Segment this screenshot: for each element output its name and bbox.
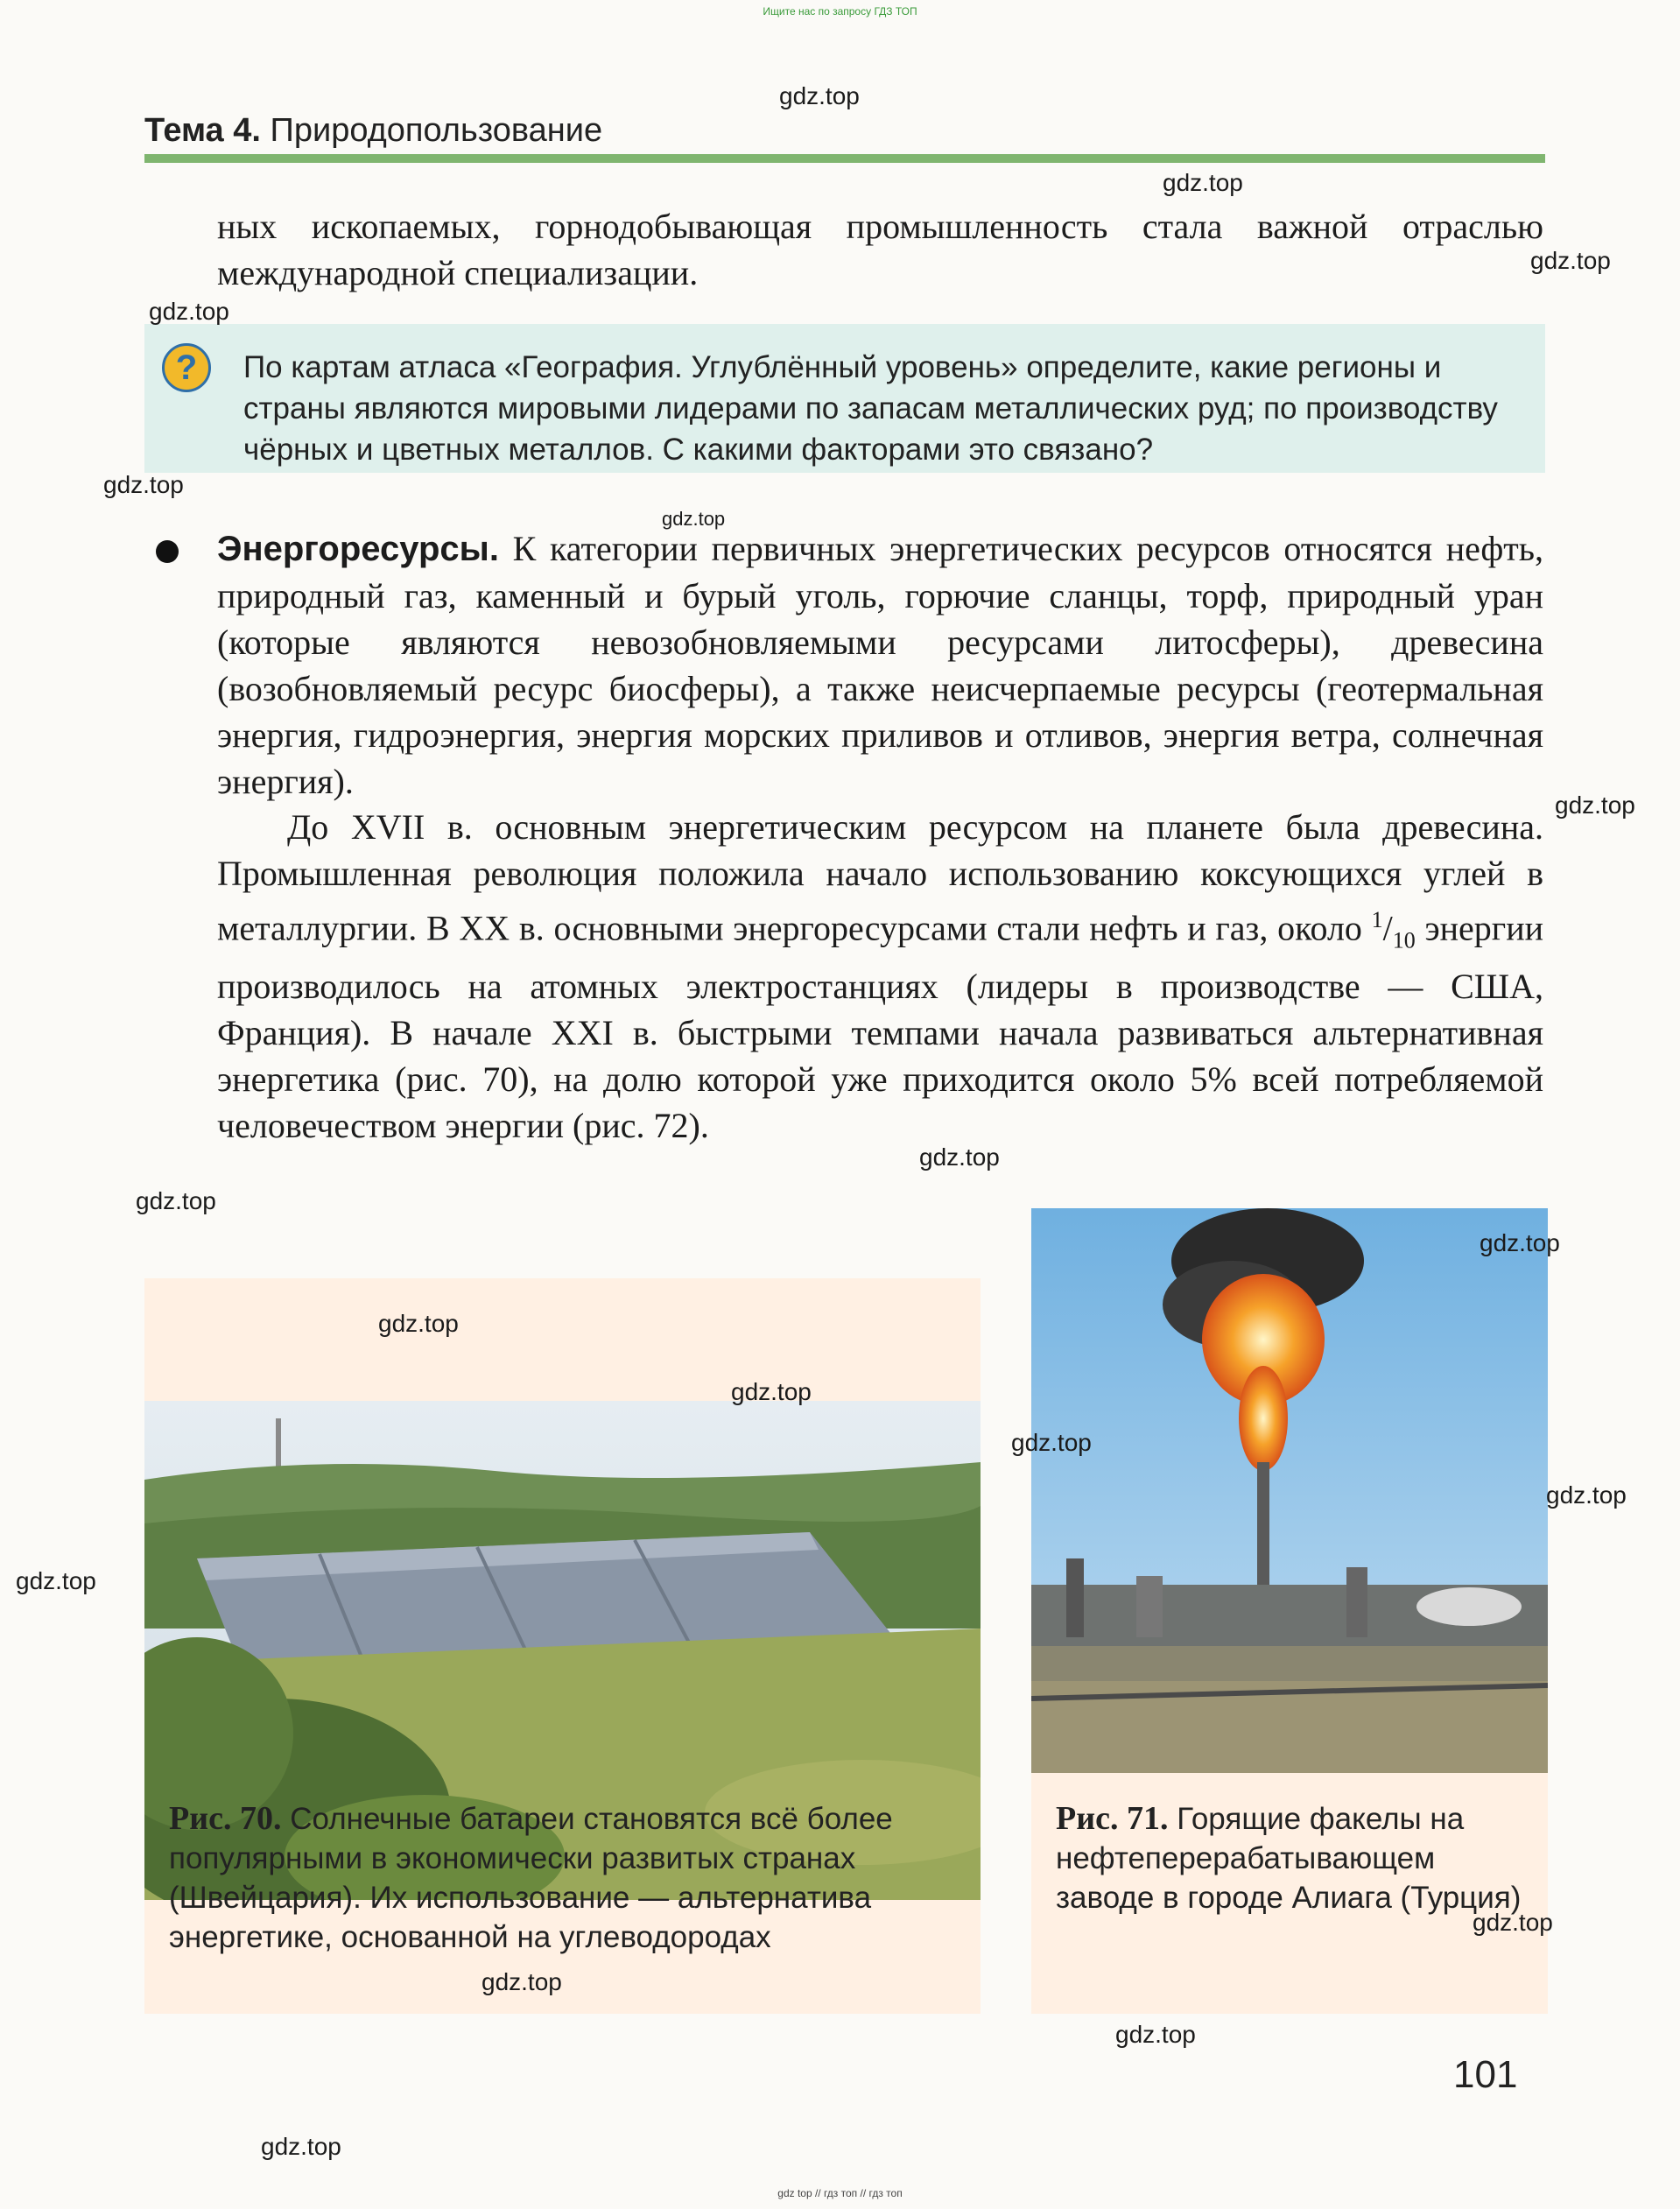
question-box [144, 324, 1545, 473]
watermark: gdz.top [149, 298, 229, 325]
figure-70-text: Солнечные батареи становятся всё более популярными в экономически развитых странах (Швейцария). Их использование — альтернатива энергетике, основанной на углеводородах [169, 1802, 893, 1954]
fraction-denominator: 10 [1392, 927, 1416, 953]
page-header [144, 112, 1545, 161]
watermark: gdz.top [1530, 247, 1611, 274]
paragraph-top: ных ископаемых, горнодобывающая промышленность стала важной отраслью международной специализации. [217, 207, 1543, 292]
page-number: 101 [1453, 2053, 1518, 2096]
top-note: Ищите нас по запросу ГДЗ ТОП [763, 5, 917, 18]
theme-label: Тема 4. [144, 112, 261, 149]
question-text: По картам атласа «География. Углублённый уровень» определите, какие регионы и страны являются мировыми лидерами по запасам металлических руд; по производству чёрных и цветных металлов. С какими факторами это связано? [243, 350, 1498, 467]
figure-71-text: Горящие факелы на нефтеперерабатывающем заводе в городе Алиага (Турция) [1056, 1802, 1522, 1915]
question-icon: ? [162, 343, 211, 392]
history-text-2: энергии производилось на атомных электростанциях (лидеры в производстве — США, Франция). В начале XXI в. быстрыми темпами начала развиваться альтернативная энергетика (рис. 70), на долю которой уже приходится около 5% всей потребляемой человечеством энергии (рис. 72). [217, 908, 1544, 1146]
history-paragraph: До XVII в. основным энергетическим ресурсом на планете была древесина. Промышленная революция положила начало использованию коксующихся углей в металлургии. В XX в. основными энергоресурсами стали нефть и газ, около $^1/_{10}$ энергии производилось на атомных электростанциях (лидеры в производстве — США, Франция). В начале XXI в. быстрыми темпами начала развиваться альтернативная энергетика (рис. 70), на долю которой уже приходится около 5% всей потребляемой человечеством энергии (рис. 72). [217, 807, 1544, 1146]
watermark: gdz.top [1473, 1909, 1553, 1936]
figure-71 [1031, 1208, 1548, 2014]
watermark: gdz.top [662, 508, 726, 530]
watermark: gdz.top [482, 1968, 562, 1995]
figure-71-label: Рис. 71. [1056, 1800, 1169, 1837]
watermark: gdz.top [1115, 2021, 1196, 2048]
bottom-note: gdz top // гдз топ // гдз топ [777, 2187, 903, 2199]
watermark: gdz.top [919, 1143, 1000, 1171]
figure-71-caption [1056, 1799, 1537, 1917]
figure-70-label: Рис. 70. [169, 1800, 282, 1837]
header-rule [144, 154, 1545, 163]
energy-text: К категории первичных энергетических ресурсов относятся нефть, природный газ, каменный и бурый уголь, горючие сланцы, торф, природный уран (которые являются невозобновляемыми ресурсами литосферы), древесина (возобновляемый ресурс биосферы), а также неисчерпаемые ресурсы (геотермальная энергия, гидроэнергия, энергия морских приливов и отливов, энергия ветра, солнечная энергия). [217, 529, 1543, 801]
history-text-1: До XVII в. основным энергетическим ресурсом на планете была древесина. Промышленная революция положила начало использованию коксующихся углей в металлургии. В XX в. основными энергоресурсами стали нефть и газ, около [217, 807, 1543, 948]
watermark: gdz.top [779, 82, 860, 109]
watermark: gdz.top [261, 2133, 341, 2160]
watermark: gdz.top [136, 1187, 216, 1214]
watermark: gdz.top [103, 471, 184, 498]
energy-heading: Энергоресурсы. [217, 530, 499, 568]
energy-paragraph [217, 525, 1543, 805]
watermark: gdz.top [731, 1378, 812, 1405]
watermark: gdz.top [16, 1567, 96, 1594]
watermark: gdz.top [378, 1310, 459, 1337]
header-title [144, 112, 602, 150]
watermark: gdz.top [1163, 169, 1243, 196]
figure-70 [144, 1278, 981, 2014]
refinery-flare-photo [1031, 1208, 1548, 1773]
watermark: gdz.top [1546, 1481, 1627, 1509]
bullet-icon [156, 540, 179, 563]
figure-70-caption [169, 1799, 957, 1957]
watermark: gdz.top [1555, 791, 1635, 819]
fraction-numerator: 1 [1371, 907, 1383, 932]
watermark: gdz.top [1011, 1429, 1092, 1456]
theme-title: Природопользование [270, 112, 603, 149]
watermark: gdz.top [1480, 1229, 1560, 1256]
